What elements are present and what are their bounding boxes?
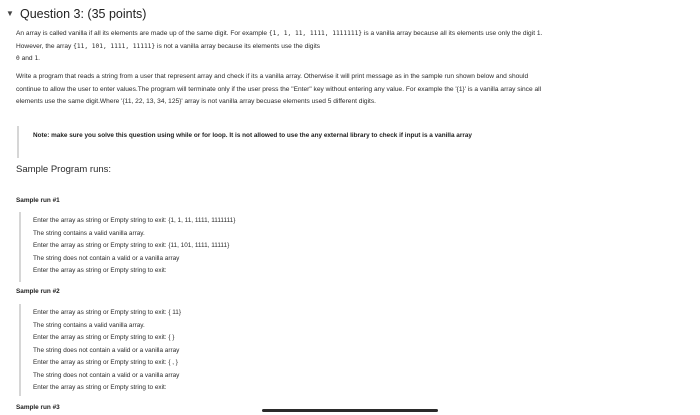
sample-run-2-label: Sample run #2 (16, 288, 60, 295)
code-digit-1: 1 (34, 55, 39, 62)
run-line: Enter the array as string or Empty string to exit: {11, 101, 1111, 11111} (33, 242, 230, 249)
para1-text-4: and (21, 55, 33, 62)
instructions-paragraph: Write a program that reads a string from a user that represent array and check if its a vanilla array. Otherwise it will print message as in the sample run shown below and should continue to allow the user to enter values.The program will terminate only if the user press the "Enter" key without entering any value. For example the '{1}' is a vanilla array since all elements use the same digit.Where '{11, 22, 13, 34, 125}' array is not vanilla array becuase elements used 5 different digits. (16, 73, 542, 105)
run-line: The string contains a valid vanilla array. (33, 321, 145, 329)
question-header[interactable] (6, 6, 146, 22)
note-blockquote: Note: make sure you solve this question using while or for loop. It is not allowed to use the any external library to check if input is a vanilla array (17, 126, 517, 158)
run-line: Enter the array as string or Empty string to exit: { 11} (33, 309, 181, 316)
code-digit-0: 0 (16, 55, 20, 62)
description-paragraph (16, 28, 546, 66)
run-line: The string does not contain a valid or a vanilla array (33, 346, 180, 354)
run-line: Enter the array as string or Empty string to exit: {1, 1, 11, 1111, 1111111} (33, 217, 236, 224)
run-line: The string does not contain a valid or a vanilla array (33, 371, 180, 379)
run-line: The string does not contain a valid or a vanilla array (33, 254, 180, 262)
run-line: Enter the array as string or Empty string to exit: (33, 384, 167, 391)
para1-text-2: is a vanilla array because all its elements use only the digit 1. However, the array (16, 30, 543, 50)
run-line: Enter the array as string or Empty string to exit: { } (33, 334, 175, 341)
para1-text-3: is not a vanilla array because its elements use the digits (155, 42, 321, 50)
code-vanilla-example: {1, 1, 11, 1111, 1111111} (268, 30, 363, 37)
question-title: Question 3: (35 points) (20, 7, 147, 21)
sample-run-1-block (19, 212, 439, 282)
scroll-indicator[interactable] (262, 409, 438, 412)
sample-runs-heading: Sample Program runs: (16, 164, 112, 175)
caret-down-icon[interactable]: ▼ (6, 9, 14, 18)
para1-text-5: . (38, 55, 41, 62)
sample-run-3-label: Sample run #3 (16, 404, 60, 411)
run-line: Enter the array as string or Empty string to exit: (33, 267, 167, 274)
sample-run-1-label: Sample run #1 (16, 197, 60, 204)
code-non-vanilla-example: {11, 101, 1111, 11111} (73, 42, 156, 50)
para1-text-1: An array is called vanilla if all its elements are made up of the same digit. For example (16, 30, 269, 37)
run-line: Enter the array as string or Empty string to exit: { , } (33, 359, 178, 366)
sample-run-2-block (19, 304, 439, 396)
run-line: The string contains a valid vanilla array. (33, 229, 145, 237)
